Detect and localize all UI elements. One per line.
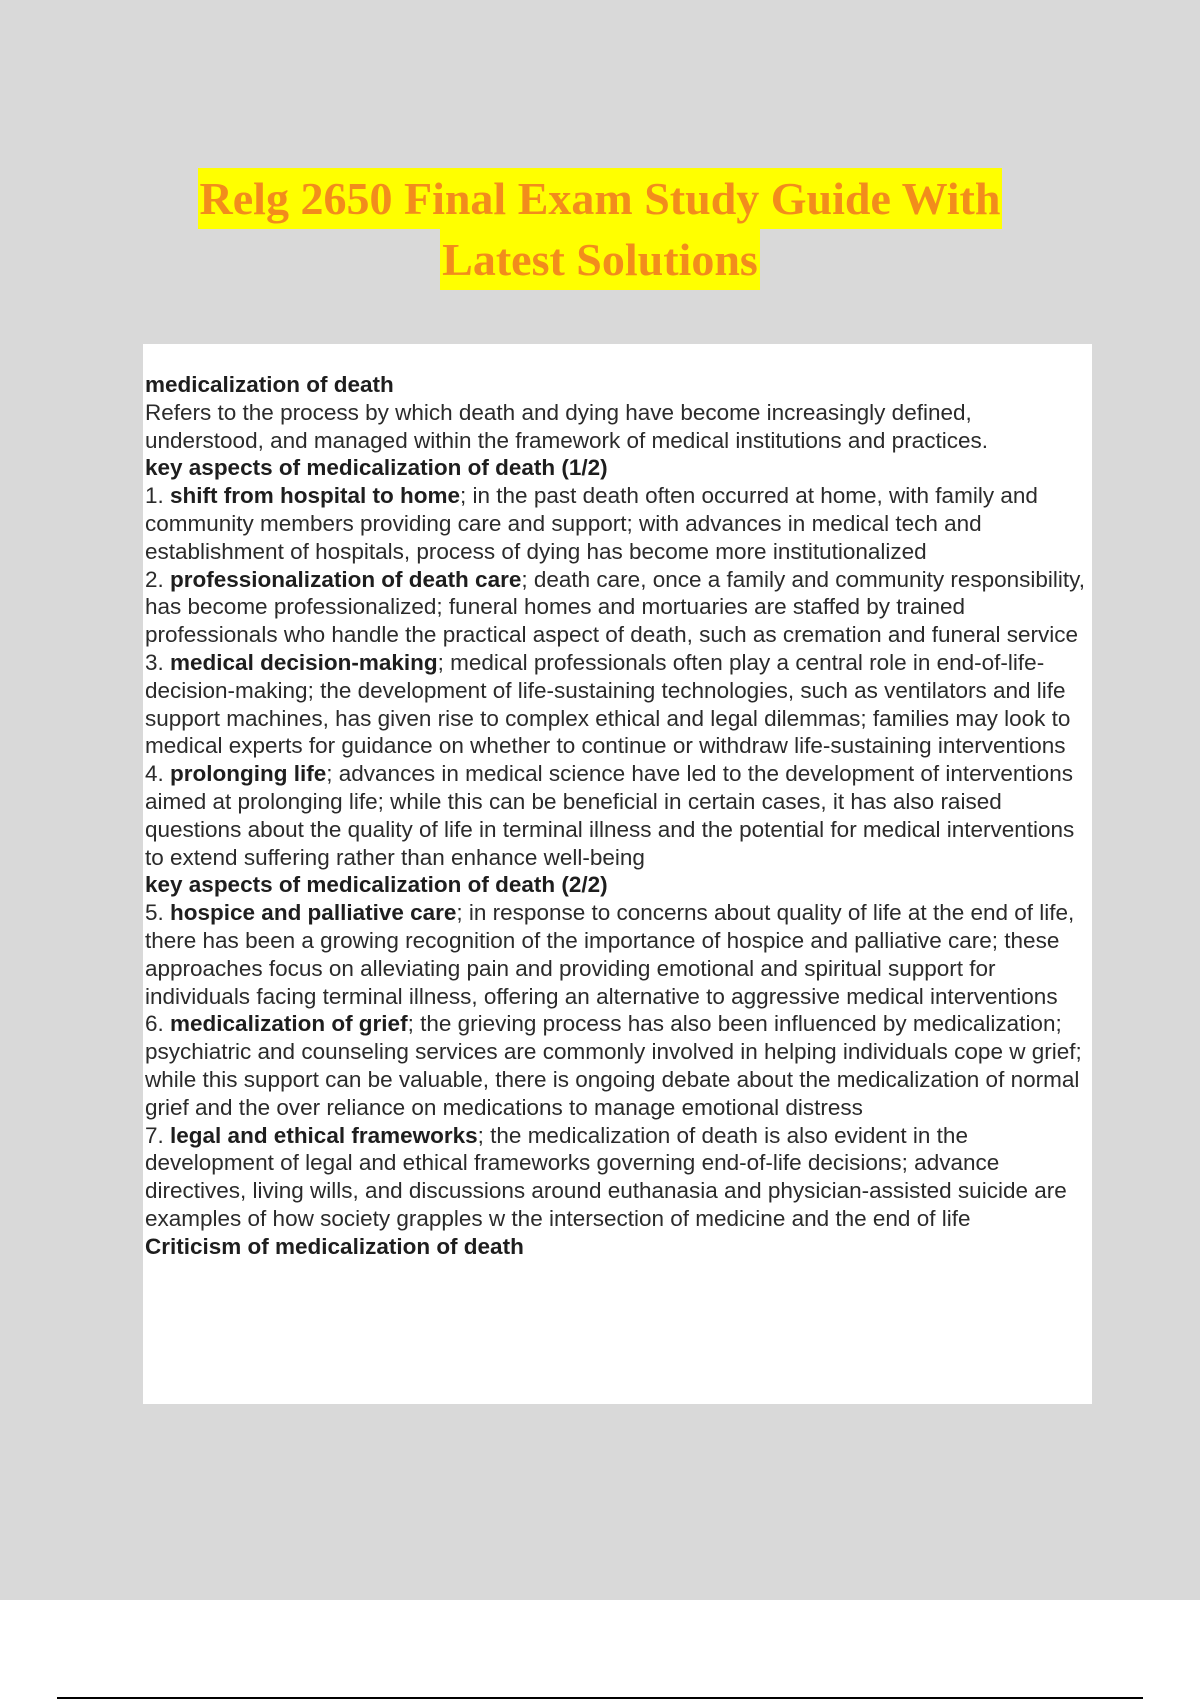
section-heading-key-aspects-2: key aspects of medicalization of death (2/2): [145, 872, 608, 898]
footer-divider: [57, 1697, 1143, 1699]
list-item: [145, 482, 1092, 565]
item-term: medicalization of grief: [170, 1011, 408, 1037]
definition-text: Refers to the process by which death and dying have become increasingly defined, understood, and managed within the framework of medical institutions and practices.: [145, 399, 988, 453]
item-text: ; in the past death often occurred at home, with family and community members providing care and support; with advances in medical tech and establishment of hospitals, process of dying has become more institutionalized: [145, 483, 1038, 564]
list-item: [145, 1122, 1092, 1233]
item-text: ; the medicalization of death is also evident in the development of legal and ethical frameworks governing end-of-life decisions; advance directives, living wills, and discussions around euthanasia and physician-assisted suicide are examples of how society grapples w the intersection of medicine and the end of life: [145, 1122, 1067, 1231]
item-number: 1.: [145, 483, 171, 509]
section-heading-criticism: Criticism of medicalization of death: [145, 1233, 524, 1259]
list-item: [145, 899, 1092, 1010]
item-term: shift from hospital to home: [170, 483, 461, 509]
list-item: [145, 1010, 1092, 1121]
item-text: ; in response to concerns about quality of life at the end of life, there has been a growing recognition of the importance of hospice and palliative care; these approaches focus on alleviating pain and providing emotional and spiritual support for individuals facing terminal illness, offering an alternative to aggressive medical interventions: [145, 900, 1075, 1009]
document-title: [0, 168, 1200, 290]
item-term: legal and ethical frameworks: [170, 1122, 478, 1148]
item-number: 7.: [145, 1122, 171, 1148]
section-heading-medicalization: medicalization of death: [145, 372, 394, 397]
list-item: [145, 649, 1092, 760]
item-term: professionalization of death care: [170, 566, 522, 592]
study-guide-content: [143, 344, 1092, 1404]
item-term: prolonging life: [170, 761, 327, 787]
list-item: [145, 566, 1092, 649]
item-term: hospice and palliative care: [170, 900, 457, 926]
item-text: ; the grieving process has also been influenced by medicalization; psychiatric and counseling services are commonly involved in helping individuals cope w grief; while this support can be valuable, there is ongoing debate about the medicalization of normal grief and the over reliance on medications to manage emotional distress: [145, 1011, 1082, 1120]
item-number: 5.: [145, 900, 171, 926]
item-number: 4.: [145, 761, 171, 787]
item-text: ; medical professionals often play a central role in end-of-life-decision-making; the development of life-sustaining technologies, such as ventilators and life support machines, has given rise to complex ethical and legal dilemmas; families may look to medical experts for guidance on whether to continue or withdraw life-sustaining interventions: [145, 649, 1071, 759]
item-number: 3.: [145, 649, 171, 675]
item-number: 6.: [145, 1011, 171, 1037]
item-number: 2.: [145, 566, 171, 592]
item-text: ; death care, once a family and community responsibility, has become professionalized; funeral homes and mortuaries are staffed by trained professionals who handle the practical aspect of death, such as cremation and funeral service: [145, 566, 1085, 648]
list-item: [145, 760, 1092, 871]
section-heading-key-aspects-1: key aspects of medicalization of death (1/2): [145, 455, 608, 481]
title-line-2: Latest Solutions: [440, 229, 760, 290]
item-term: medical decision-making: [170, 649, 438, 675]
item-text: ; advances in medical science have led to the development of interventions aimed at prolonging life; while this can be beneficial in certain cases, it has also raised questions about the quality of life in terminal illness and the potential for medical interventions to extend suffering rather than enhance well-being: [145, 761, 1075, 870]
title-line-1: Relg 2650 Final Exam Study Guide With: [198, 168, 1003, 229]
